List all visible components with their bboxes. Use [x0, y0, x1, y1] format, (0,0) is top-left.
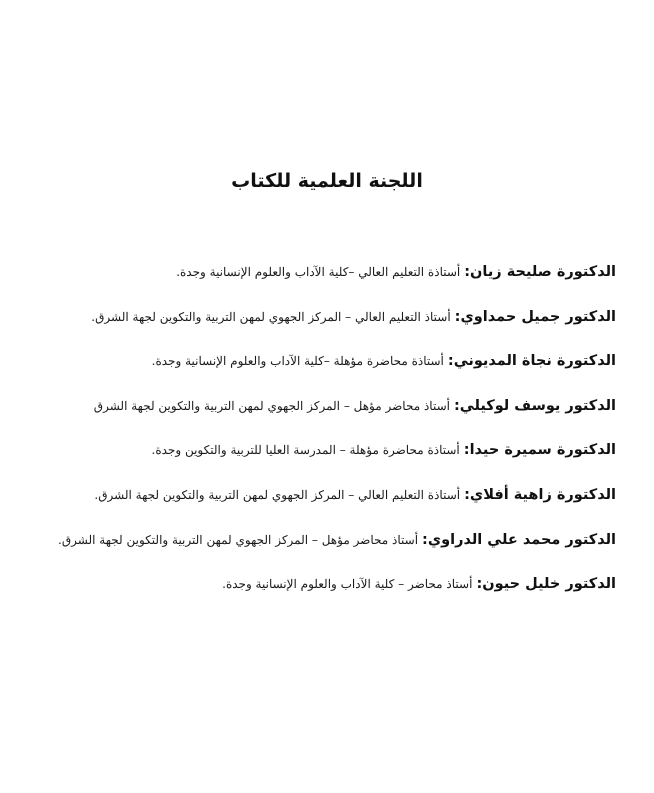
member-entry	[56, 436, 616, 481]
member-role: أستاذة محاضرة مؤهلة – المدرسة العليا للتربية والتكوين وجدة.	[151, 443, 460, 458]
name-separator: :	[454, 308, 461, 325]
member-role: أستاذة التعليم العالي –كلية الآداب والعلوم الإنسانية وجدة.	[176, 265, 461, 279]
member-name: الدكتورة نجاة المديوني	[453, 353, 616, 370]
member-name: الدكتور جميل حمداوي	[460, 308, 616, 325]
member-entry	[56, 392, 616, 437]
committee-members-list	[56, 258, 616, 615]
member-role: أستاذ محاضر مؤهل – المركز الجهوي لمهن التربية والتكوين لجهة الشرق.	[58, 532, 419, 547]
member-name: الدكتور محمد علي الدراوي	[427, 531, 616, 548]
name-separator: :	[422, 531, 428, 548]
member-entry	[56, 481, 616, 526]
name-separator: :	[476, 576, 483, 593]
member-name: الدكتورة سميرة حيدا	[469, 442, 616, 459]
name-separator: :	[463, 442, 470, 459]
member-entry	[56, 347, 616, 392]
member-role: أستاذ محاضر مؤهل – المركز الجهوي لمهن التربية والتكوين لجهة الشرق	[93, 398, 450, 413]
member-name: الدكتور يوسف لوكيلي	[459, 397, 616, 414]
member-name: الدكتورة زاهية أفلاي	[469, 486, 616, 503]
name-separator: :	[447, 353, 454, 370]
name-separator: :	[464, 264, 471, 280]
name-separator: :	[464, 486, 470, 503]
member-role: أستاذ التعليم العالي – المركز الجهوي لمهن التربية والتكوين لجهة الشرق.	[91, 309, 451, 324]
name-separator: :	[453, 397, 460, 414]
member-entry	[56, 526, 616, 571]
member-entry	[56, 258, 616, 303]
member-role: أستاذة التعليم العالي – المركز الجهوي لمهن التربية والتكوين لجهة الشرق.	[94, 487, 461, 502]
member-name: الدكتورة صليحة زيان	[470, 264, 616, 280]
member-name: الدكتور خليل حيون	[482, 576, 616, 593]
member-role: أستاذة محاضرة مؤهلة –كلية الآداب والعلوم الإنسانية وجدة.	[151, 354, 444, 369]
member-entry	[56, 303, 616, 348]
member-role: أستاذ محاضر – كلية الآداب والعلوم الإنسانية وجدة.	[222, 577, 473, 592]
page-title: اللجنة العلمية للكتاب	[231, 170, 423, 192]
member-entry	[56, 570, 616, 615]
